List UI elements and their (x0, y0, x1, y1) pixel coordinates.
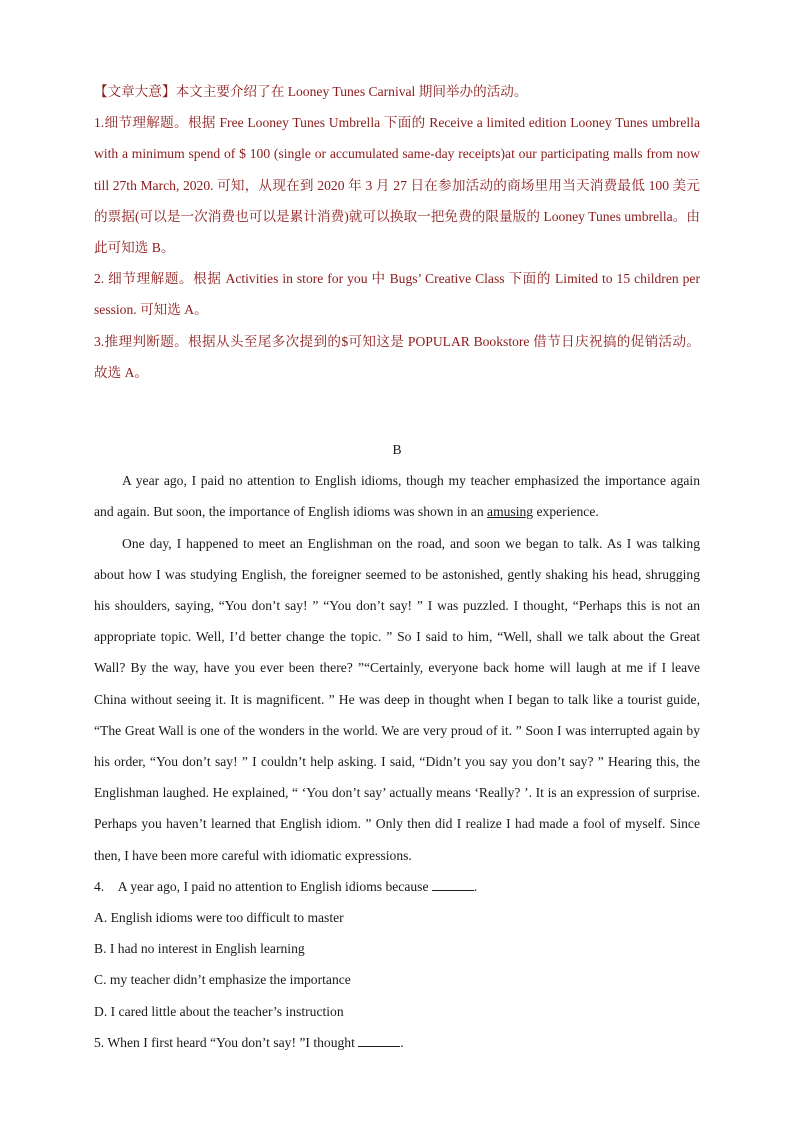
passage-paragraph-2: One day, I happened to meet an Englishman on the road, and soon we began to talk. As I was talking about how I was studying English, the foreigner seemed to be astonished, gently shaking his head, shrugging his shoulders, saying, “You don’t say! ” “You don’t say! ” I was puzzled. I thought, “Perhaps this is not an appropriate topic. Well, I’d better change the topic. ” So I said to him, “Well, shall we talk about the Great Wall? By the way, have you ever been there? ”“Certainly, everyone back home will laugh at me if I leave China without seeing it. It is magnificent. ” He was deep in thought when I began to talk like a tourist guide, “The Great Wall is one of the wonders in the world. We are very proud of it. ” Soon I was interrupted again by his order, “You don’t say! ” I couldn’t help asking. I said, “Didn’t you say you don’t say? ” Hearing this, the Englishman laughed. He explained, “ ‘You don’t say’ actually means ‘Really? ’. It is an expression of surprise. Perhaps you haven’t learned that English idiom. ” Only then did I realize I had made a fool of myself. Since then, I have been more careful with idiomatic expressions. (94, 535, 700, 863)
p1-before: A year ago, I paid no attention to English idioms, though my teacher emphasized the importance again and again. But soon, the importance of English idioms was shown in an (94, 473, 700, 520)
answer-section (94, 76, 700, 388)
passage-paragraph-1 (94, 465, 700, 527)
answer-blank (358, 1032, 400, 1047)
article-summary (94, 76, 700, 107)
option-4d: D. I cared little about the teacher’s instruction (94, 1003, 344, 1019)
reading-passage (94, 465, 700, 871)
summary-text: 本文主要介绍了在 Looney Tunes Carnival 期间举办的活动。 (175, 84, 528, 99)
answer-3: 3.推理判断题。根据从头至尾多次提到的$可知这是 POPULAR Bookstore 借节日庆祝搞的促销活动。故选 A。 (94, 333, 700, 380)
answer-blank (432, 876, 474, 891)
answer-1: 1.细节理解题。根据 Free Looney Tunes Umbrella 下面的 Receive a limited edition Looney Tunes umbrella with a minimum spend of $ 100 (single or accumulated same-day receipts)at our participating malls from now till 27th March, 2020. 可知，从现在到 2020 年 3 月 27 日在参加活动的商场里用当天消费最低 100 美元的票据(可以是一次消费也可以是累计消费)就可以换取一把免费的限量版的 Looney Tunes umbrella。由此可知选 B。 (94, 115, 700, 256)
question-4: 4. A year ago, I paid no attention to English idioms because . (94, 871, 700, 902)
option-4c: C. my teacher didn’t emphasize the importance (94, 972, 351, 988)
questions (94, 871, 700, 1058)
underlined-word: amusing (487, 504, 534, 520)
section-heading: B (392, 442, 402, 458)
document-page (94, 76, 700, 1058)
question-4-stem: 4. A year ago, I paid no attention to English idioms because (94, 878, 429, 894)
summary-label: 【文章大意】 (94, 84, 176, 99)
question-5-stem: 5. When I first heard “You don’t say! ”I thought (94, 1034, 355, 1050)
option-4a: A. English idioms were too difficult to master (94, 910, 344, 926)
answer-2: 2. 细节理解题。根据 Activities in store for you 中 Bugs’ Creative Class 下面的 Limited to 15 children per session. 可知选 A。 (94, 271, 700, 318)
option-4b: B. I had no interest in English learning (94, 941, 305, 957)
question-5: 5. When I first heard “You don’t say! ”I thought . (94, 1027, 700, 1058)
p1-after: experience. (533, 504, 599, 520)
